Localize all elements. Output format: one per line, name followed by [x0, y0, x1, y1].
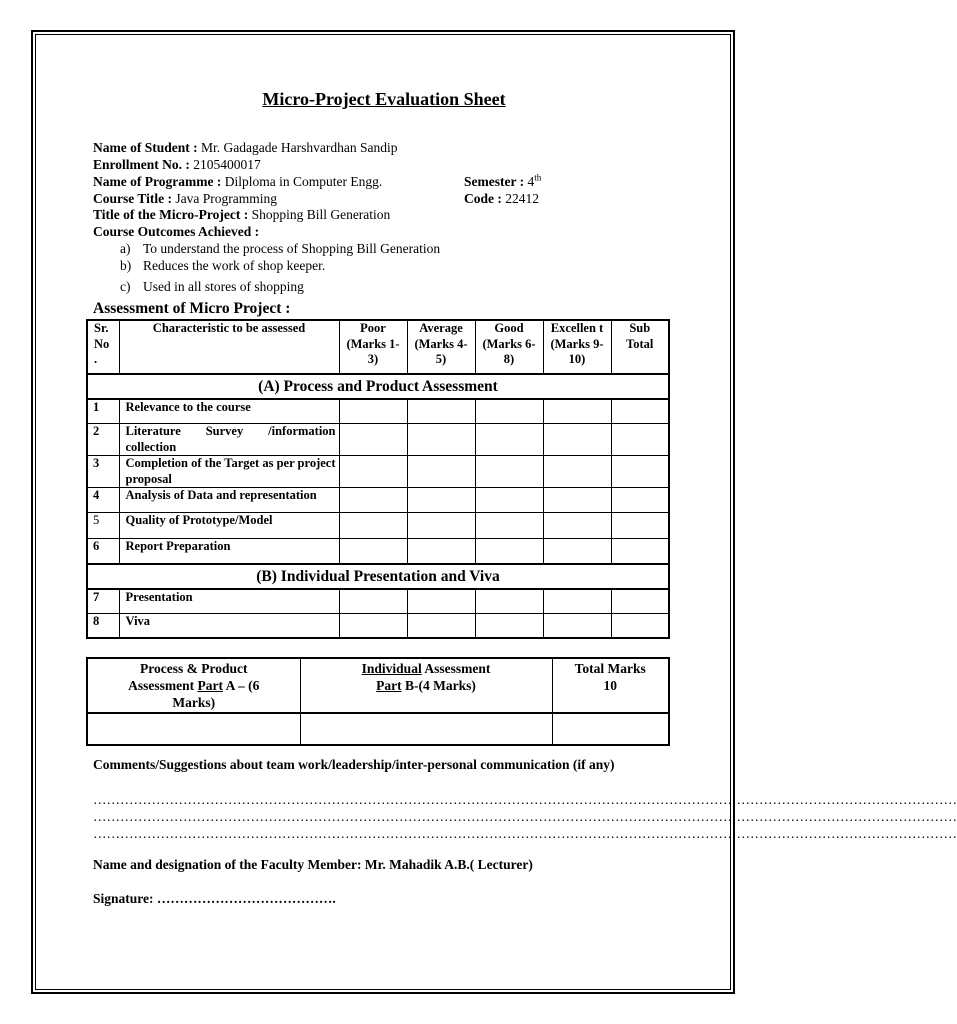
process-product-assessment-text: Assessment — [128, 678, 198, 693]
outcome-text: Reduces the work of shop keeper. — [143, 258, 326, 273]
section-a-title: (A) Process and Product Assessment — [87, 374, 669, 399]
marks-summary-header — [87, 658, 669, 713]
signature-label: Signature: …………………………………. — [93, 891, 340, 906]
process-product-marks-cell[interactable] — [87, 713, 300, 745]
average-cell[interactable] — [407, 589, 475, 614]
subtotal-cell[interactable] — [611, 614, 669, 639]
individual-marks-text: B-(4 Marks) — [401, 678, 476, 693]
enrollment-label: Enrollment No. : — [93, 157, 190, 172]
page-title: Micro-Project Evaluation Sheet — [262, 89, 506, 109]
row-characteristic: Completion of the Target as per project proposal — [119, 456, 339, 488]
comment-line[interactable]: ………………………………………………………………………………………………………………………………………………………………………… — [93, 809, 957, 824]
project-title-label: Title of the Micro-Project : — [93, 207, 249, 222]
table-row — [87, 589, 669, 614]
header-characteristic: Characteristic to be assessed — [119, 320, 339, 374]
process-product-marks-text: A – (6 — [222, 678, 260, 693]
good-cell[interactable] — [475, 424, 543, 456]
good-cell[interactable] — [475, 589, 543, 614]
header-sr-no: Sr. No . — [87, 320, 119, 374]
table-row — [87, 424, 669, 456]
section-b-title: (B) Individual Presentation and Viva — [87, 564, 669, 589]
good-cell[interactable] — [475, 513, 543, 539]
process-product-line2 — [92, 677, 296, 694]
course-title-value: Java Programming — [172, 191, 277, 206]
table-row — [87, 399, 669, 424]
excellent-cell[interactable] — [543, 513, 611, 539]
excellent-cell[interactable] — [543, 424, 611, 456]
programme-line — [93, 173, 382, 190]
excellent-cell[interactable] — [543, 399, 611, 424]
semester-label: Semester : — [464, 174, 525, 189]
row-sr: 7 — [87, 589, 119, 614]
programme-label: Name of Programme : — [93, 174, 222, 189]
subtotal-cell[interactable] — [611, 513, 669, 539]
poor-cell[interactable] — [339, 589, 407, 614]
poor-cell[interactable] — [339, 456, 407, 488]
semester-value: 4 — [524, 174, 535, 189]
poor-cell[interactable] — [339, 424, 407, 456]
subtotal-cell[interactable] — [611, 424, 669, 456]
outcomes-heading — [93, 223, 259, 240]
average-cell[interactable] — [407, 399, 475, 424]
average-cell[interactable] — [407, 539, 475, 565]
outcome-text: To understand the process of Shopping Bill Generation — [143, 241, 441, 256]
row-characteristic: Literature Survey /information collection — [119, 424, 339, 456]
course-code-line — [464, 190, 539, 207]
table-row — [87, 513, 669, 539]
row-characteristic — [119, 488, 339, 513]
poor-cell[interactable] — [339, 513, 407, 539]
good-cell[interactable] — [475, 488, 543, 513]
subtotal-cell[interactable] — [611, 589, 669, 614]
course-title-label: Course Title : — [93, 191, 172, 206]
row-characteristic-text: Analysis of Data and representation — [125, 488, 317, 502]
row-characteristic: Viva — [119, 614, 339, 639]
good-cell[interactable] — [475, 456, 543, 488]
row-sr: 4 — [87, 488, 119, 513]
header-good: Good (Marks 6-8) — [475, 320, 543, 374]
total-marks-line2: 10 — [603, 678, 617, 693]
assessment-heading: Assessment of Micro Project : — [93, 300, 291, 317]
faculty-member-line: Name and designation of the Faculty Member: Mr. Mahadik A.B.( Lecturer) — [93, 857, 533, 872]
individual-assessment-line1 — [305, 660, 548, 677]
enrollment-line — [93, 156, 261, 173]
individual-assessment-line2 — [305, 677, 548, 694]
assessment-table — [86, 319, 670, 639]
comment-line[interactable]: ………………………………………………………………………………………………………………………………………………………………………… — [93, 826, 957, 841]
row-sr: 6 — [87, 539, 119, 565]
process-product-header — [87, 658, 300, 713]
semester-line — [464, 173, 541, 190]
average-cell[interactable] — [407, 614, 475, 639]
subtotal-cell[interactable] — [611, 488, 669, 513]
student-name-label: Name of Student : — [93, 140, 198, 155]
subtotal-cell[interactable] — [611, 399, 669, 424]
poor-cell[interactable] — [339, 539, 407, 565]
outcome-marker: c) — [120, 279, 131, 294]
total-marks-line1: Total Marks — [574, 661, 646, 676]
total-marks-header — [552, 658, 669, 713]
header-average: Average (Marks 4-5) — [407, 320, 475, 374]
excellent-cell[interactable] — [543, 589, 611, 614]
project-title-value: Shopping Bill Generation — [248, 207, 391, 222]
outcomes-label: Course Outcomes Achieved : — [93, 224, 260, 239]
outcome-marker: a) — [120, 241, 131, 256]
average-cell[interactable] — [407, 488, 475, 513]
individual-assessment-header — [300, 658, 552, 713]
outcome-marker: b) — [120, 258, 132, 273]
process-product-line3: Marks) — [172, 695, 216, 710]
section-a-row — [87, 374, 669, 399]
row-sr: 1 — [87, 399, 119, 424]
student-name-value: Mr. Gadagade Harshvardhan Sandip — [197, 140, 398, 155]
semester-suffix: th — [534, 172, 542, 183]
student-name-line — [93, 139, 397, 156]
marks-summary-table — [86, 657, 670, 746]
header-subtotal: Sub Total — [611, 320, 669, 374]
row-characteristic: Presentation — [119, 589, 339, 614]
programme-value: Dilploma in Computer Engg. — [221, 174, 383, 189]
section-b-row — [87, 564, 669, 589]
course-code-label: Code : — [464, 191, 502, 206]
average-cell[interactable] — [407, 424, 475, 456]
individual-text: Individual — [361, 661, 422, 676]
table-row — [87, 488, 669, 513]
good-cell[interactable] — [475, 539, 543, 565]
good-cell[interactable] — [475, 614, 543, 639]
row-sr: 3 — [87, 456, 119, 488]
excellent-cell[interactable] — [543, 614, 611, 639]
outcome-text: Used in all stores of shopping — [143, 279, 304, 294]
enrollment-value: 2105400017 — [189, 157, 261, 172]
assessment-header-row — [87, 320, 669, 374]
header-poor: Poor (Marks 1-3) — [339, 320, 407, 374]
process-product-part-text: Part — [197, 678, 223, 693]
table-row — [87, 614, 669, 639]
header-excellent: Excellen t (Marks 9-10) — [543, 320, 611, 374]
excellent-cell[interactable] — [543, 456, 611, 488]
row-characteristic: Report Preparation — [119, 539, 339, 565]
poor-cell[interactable] — [339, 488, 407, 513]
row-characteristic: Quality of Prototype/Model — [119, 513, 339, 539]
individual-marks-cell[interactable] — [300, 713, 552, 745]
course-code-value: 22412 — [501, 191, 539, 206]
assessment-text: Assessment — [421, 661, 491, 676]
row-sr: 5 — [87, 513, 119, 539]
excellent-cell[interactable] — [543, 488, 611, 513]
signature-line — [93, 891, 339, 907]
subtotal-cell[interactable] — [611, 539, 669, 565]
course-title-line — [93, 190, 277, 207]
average-cell[interactable] — [407, 513, 475, 539]
row-sr: 8 — [87, 614, 119, 639]
poor-cell[interactable] — [339, 399, 407, 424]
individual-part-text: Part — [376, 678, 402, 693]
poor-cell[interactable] — [339, 614, 407, 639]
subtotal-cell[interactable] — [611, 456, 669, 488]
process-product-line1: Process & Product — [140, 661, 248, 676]
comment-line[interactable]: ………………………………………………………………………………………………………………………………………………………………………… — [93, 792, 957, 807]
good-cell[interactable] — [475, 399, 543, 424]
marks-summary-entry-row — [87, 713, 669, 745]
project-title-line — [93, 206, 390, 223]
total-marks-cell[interactable] — [552, 713, 669, 745]
table-row — [87, 539, 669, 565]
comments-label: Comments/Suggestions about team work/leadership/inter-personal communication (if any) — [93, 757, 615, 772]
excellent-cell[interactable] — [543, 539, 611, 565]
row-sr: 2 — [87, 424, 119, 456]
row-characteristic: Relevance to the course — [119, 399, 339, 424]
average-cell[interactable] — [407, 456, 475, 488]
table-row — [87, 456, 669, 488]
